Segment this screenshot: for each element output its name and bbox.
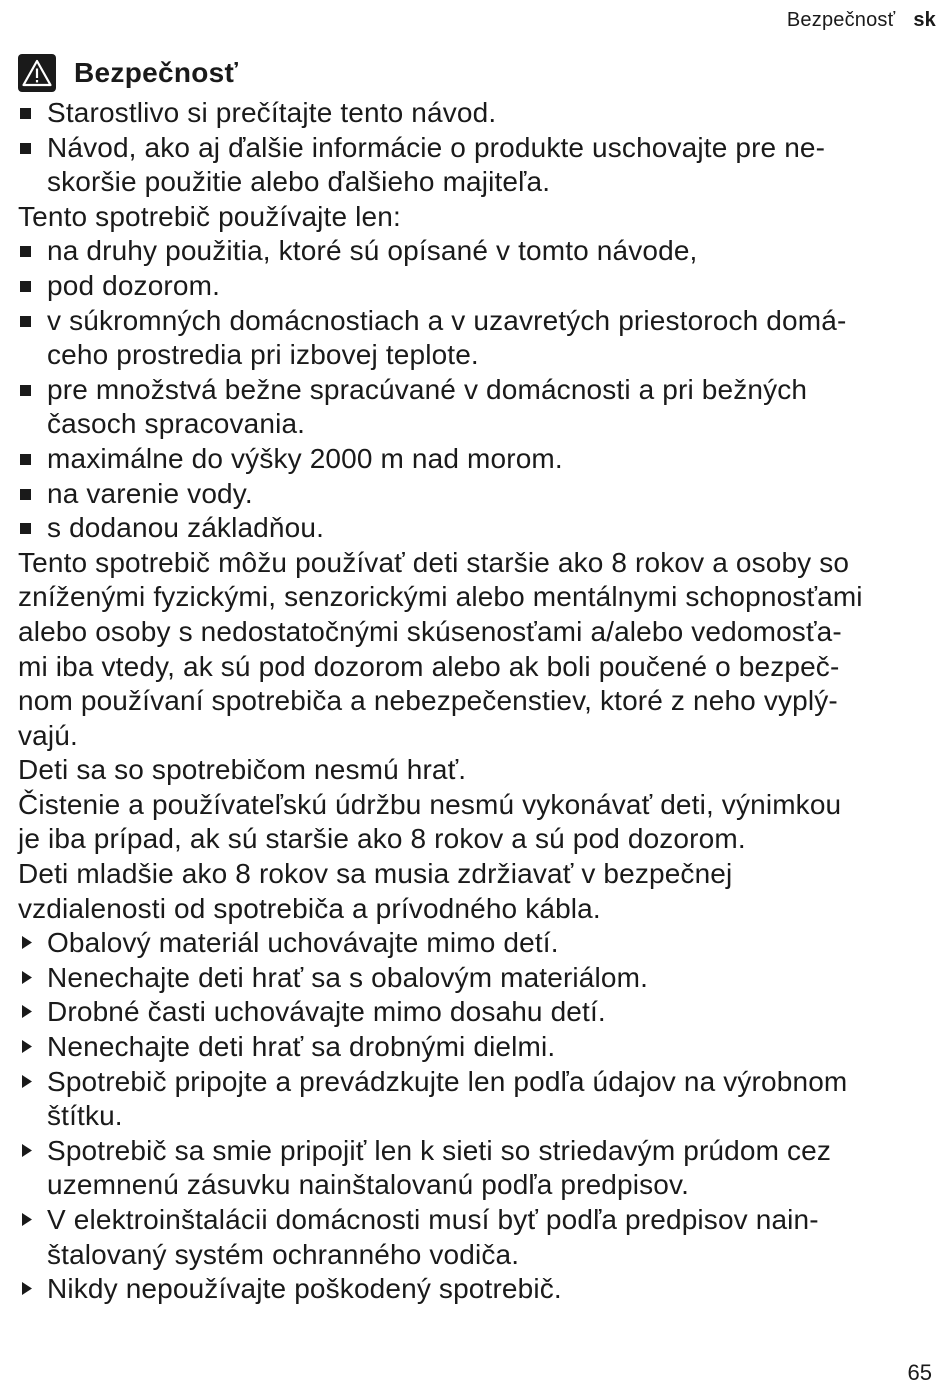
page-content	[18, 52, 934, 1307]
paragraph: Deti sa so spotrebičom nesmú hrať.	[18, 754, 467, 786]
list-item: maximálne do výšky 2000 m nad morom.	[18, 442, 934, 477]
use-list	[18, 234, 934, 545]
arrow-right-icon	[22, 1005, 32, 1018]
arrow-right-icon	[22, 971, 32, 984]
action-item	[18, 1030, 934, 1065]
arrow-right-icon	[22, 1040, 32, 1053]
action-item-text: Nikdy nepoužívajte poškodený spotrebič.	[47, 1273, 562, 1305]
arrow-right-icon	[22, 936, 32, 949]
action-item	[18, 1065, 934, 1134]
paragraph: Čistenie a používateľskú údržbu nesmú vykonávať deti, výnimkou je iba prípad, ak sú staršie ako 8 rokov a sú pod dozorom.	[18, 788, 842, 855]
list-item: Starostlivo si prečítajte tento návod.	[18, 96, 934, 131]
arrow-right-icon	[22, 1282, 32, 1295]
action-item-text: V elektroinštalácii domácnosti musí byť podľa predpisov nain- štalovaný systém ochranného vodiča.	[47, 1204, 819, 1270]
action-item-text: Nenechajte deti hrať sa drobnými dielmi.	[47, 1031, 556, 1063]
action-item-text: Nenechajte deti hrať sa s obalovým materiálom.	[47, 961, 649, 993]
action-item-text: Drobné časti uchovávajte mimo dosahu detí.	[47, 996, 606, 1028]
list-item: pod dozorom.	[18, 269, 934, 304]
running-header	[787, 9, 936, 32]
action-item-text: Spotrebič pripojte a prevádzkujte len podľa údajov na výrobnom štítku.	[47, 1065, 848, 1132]
action-item	[18, 961, 934, 996]
list-item: pre množstvá bežne spracúvané v domácnosti a pri bežných časoch spracovania.	[18, 373, 934, 442]
paragraph: Deti mladšie ako 8 rokov sa musia zdržiavať v bezpečnej vzdialenosti od spotrebiča a prívodného kábla.	[18, 858, 733, 924]
list-item: na druhy použitia, ktoré sú opísané v tomto návode,	[18, 234, 934, 269]
language-code: sk	[913, 9, 936, 31]
action-list	[18, 926, 934, 1307]
intro-list	[18, 96, 934, 200]
running-header-section: Bezpečnosť	[786, 9, 896, 31]
action-item	[18, 1203, 934, 1272]
action-item	[18, 926, 934, 961]
action-item-text: Spotrebič sa smie pripojiť len k sieti so striedavým prúdom cez uzemnenú zásuvku nainštalovanú podľa predpisov.	[47, 1134, 832, 1201]
use-intro-text: Tento spotrebič používajte len:	[18, 200, 401, 232]
action-item-text: Obalový materiál uchovávajte mimo detí.	[47, 927, 559, 959]
section-heading	[18, 52, 934, 94]
list-item: na varenie vody.	[18, 477, 934, 512]
page-title: Bezpečnosť	[74, 56, 239, 88]
paragraph: Tento spotrebič môžu používať deti staršie ako 8 rokov a osoby so zníženými fyzickými, senzorickými alebo mentálnymi schopnosťami alebo osoby s nedostatočnými skúsenosťami a/alebo vedomosťa- mi iba vtedy, ak sú pod dozorom alebo ak boli poučené o bezpeč- nom používaní spotrebiča a nebezpečenstiev, ktoré z neho vyplý- vajú.	[18, 546, 863, 751]
list-item: s dodanou základňou.	[18, 511, 934, 546]
page-number: 65	[907, 1360, 932, 1385]
arrow-right-icon	[22, 1144, 32, 1157]
action-item	[18, 1134, 934, 1203]
warning-triangle-icon	[18, 54, 56, 92]
arrow-right-icon	[22, 1075, 32, 1088]
action-item	[18, 995, 934, 1030]
list-item: v súkromných domácnostiach a v uzavretých priestoroch domá- ceho prostredia pri izbovej teplote.	[18, 304, 934, 373]
action-item	[18, 1272, 934, 1307]
list-item: Návod, ako aj ďalšie informácie o produkte uschovajte pre ne- skoršie použitie alebo ďalšieho majiteľa.	[18, 131, 934, 200]
arrow-right-icon	[22, 1213, 32, 1226]
